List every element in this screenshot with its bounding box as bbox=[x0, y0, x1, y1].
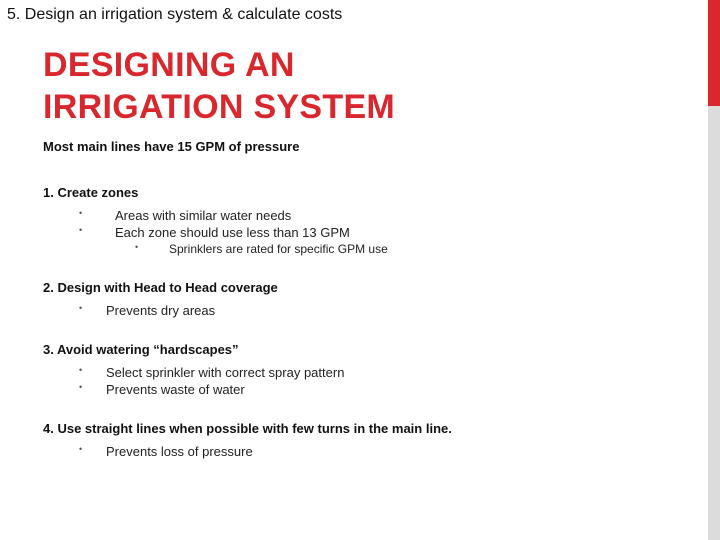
side-bar bbox=[708, 0, 720, 540]
section-1-heading: 1. Create zones bbox=[43, 185, 139, 200]
bullet-text: Select sprinkler with correct spray pattern bbox=[106, 365, 345, 380]
bullet-icon: • bbox=[79, 225, 83, 235]
bullet-text: Prevents dry areas bbox=[106, 303, 216, 318]
section-4-heading: 4. Use straight lines when possible with few turns in the main line. bbox=[43, 421, 452, 436]
bullet-icon: • bbox=[79, 382, 83, 392]
bullet-text: Areas with similar water needs bbox=[115, 208, 292, 223]
side-bar-accent bbox=[708, 0, 720, 106]
bullet-icon: • bbox=[79, 208, 83, 218]
bullet-icon: • bbox=[79, 365, 83, 375]
bullet-text: Sprinklers are rated for specific GPM use bbox=[169, 242, 388, 256]
bullet-text: Prevents loss of pressure bbox=[106, 444, 253, 459]
bullet-text: Each zone should use less than 13 GPM bbox=[115, 225, 350, 240]
section-3-heading: 3. Avoid watering “hardscapes” bbox=[43, 342, 239, 357]
slide-caption: 5. Design an irrigation system & calculate costs bbox=[7, 6, 343, 23]
bullet-icon: • bbox=[79, 444, 83, 454]
title-line-2: IRRIGATION SYSTEM bbox=[43, 88, 396, 126]
intro-text: Most main lines have 15 GPM of pressure bbox=[43, 139, 300, 154]
bullet-icon: • bbox=[135, 242, 139, 252]
section-2-heading: 2. Design with Head to Head coverage bbox=[43, 280, 278, 295]
bullet-text: Prevents waste of water bbox=[106, 382, 245, 397]
bullet-icon: • bbox=[79, 303, 83, 313]
title-line-1: DESIGNING AN bbox=[43, 46, 295, 84]
slide-title bbox=[43, 44, 395, 128]
